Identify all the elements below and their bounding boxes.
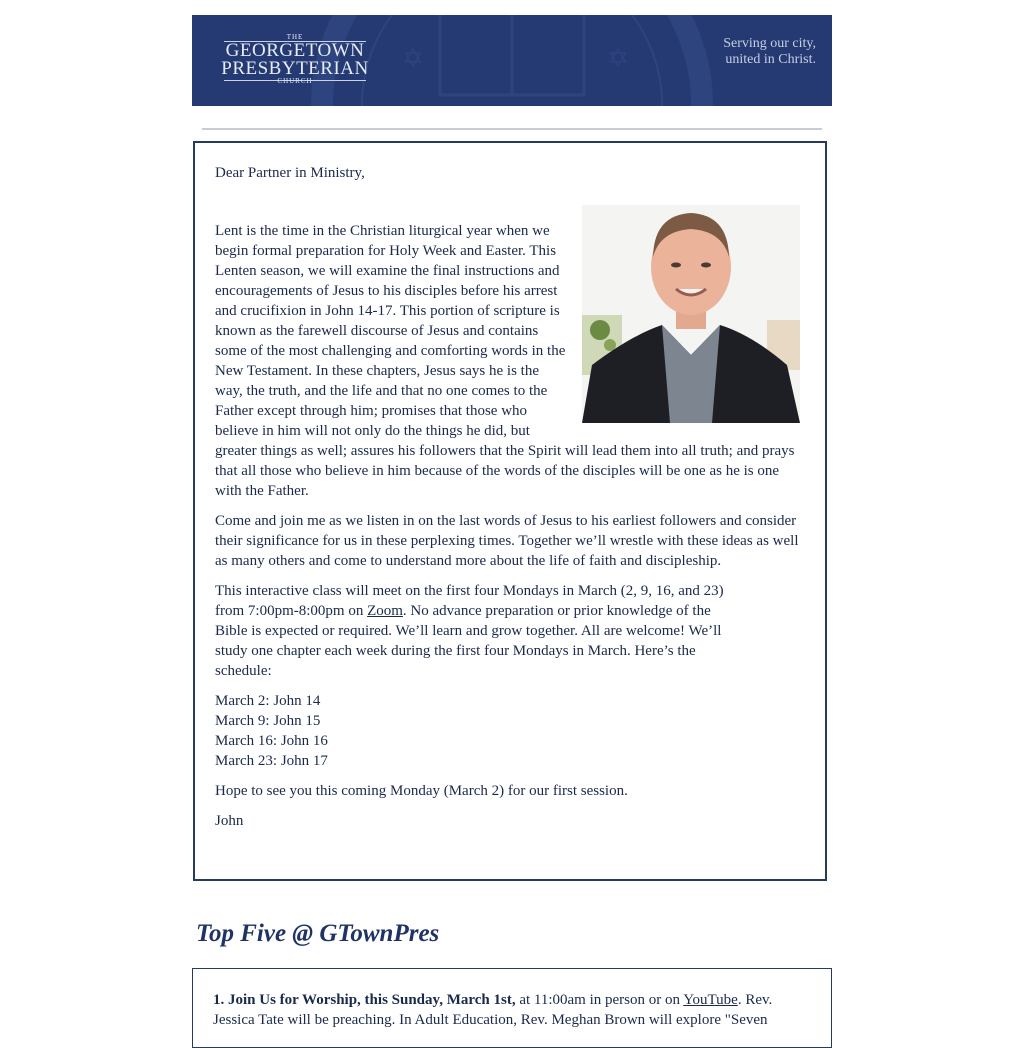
schedule-item-2: March 9: John 15 — [215, 713, 321, 729]
pastor-portrait — [582, 205, 800, 423]
letter-paragraph-2-text: Come and join me as we listen in on the last words of Jesus to his earliest followers and consider their significance for us in these perplexing times. Together we’ll wrestle with these ideas as well as many others and come to understand more about the life of faith and discipleship. — [215, 513, 799, 569]
letter-paragraph-3 — [215, 581, 745, 681]
letter-box — [193, 141, 827, 881]
logo-line1: GEORGETOWN — [225, 40, 365, 61]
zoom-link[interactable]: Zoom — [367, 603, 403, 619]
letter-paragraph-2 — [215, 511, 807, 571]
item1-before-link: at 11:00am in person or on — [515, 992, 684, 1008]
top-five-item-1 — [213, 990, 813, 1030]
letter-paragraph-1: Lent is the time in the Christian liturgical year when we begin formal preparation for Holy Week and Easter. This Lenten season, we will examine the final instructions and encouragements of Jesus to his disciples before his arrest and crucifixion in John 14-17. This portion of scripture is known as the farewell discourse of Jesus and contains some of the most challenging and comforting words in the New Testament. In these chapters, Jesus says he is the way, the truth, and the life and that no one comes to the Father except through him; promises that those who believe in him will not only do the things he did, but greater things as well; assures his followers that the Spirit will lead them into all truth; and prays that all those who believe in him because of the words of the disciples will be one as he is one with the Father. — [215, 223, 795, 499]
logo-church: CHURCH — [277, 77, 313, 85]
top-five-box — [192, 968, 832, 1048]
logo-the: THE — [286, 33, 304, 41]
header-banner — [192, 15, 832, 106]
youtube-link[interactable]: YouTube — [683, 992, 738, 1008]
para3-after-link: . No advance preparation or prior knowledge of the Bible is expected or required. We’ll learn and grow together. All are welcome! We’ll study one chapter each week during the first four Mondays in March. Here’s the schedule: — [215, 603, 722, 679]
schedule-item-4: March 23: John 17 — [215, 753, 328, 769]
schedule-list — [215, 691, 807, 771]
church-logo[interactable] — [220, 33, 370, 89]
logo-line2: PRESBYTERIAN — [221, 58, 369, 79]
tagline-line1: Serving our city, — [723, 36, 816, 51]
item1-after-link: . Rev. Jessica Tate will be preaching. In Adult Education, Rev. Meghan Brown will explore "Seven — [213, 992, 773, 1028]
header-divider — [202, 128, 822, 130]
svg-text:✡: ✡ — [607, 44, 629, 74]
para3-before-link: This interactive class will meet on the first four Mondays in March (2, 9, 16, and 23) from 7:00pm-8:00pm on — [215, 583, 724, 619]
letter-signature: John — [215, 813, 244, 829]
item1-heading: 1. Join Us for Worship, this Sunday, March 1st, — [213, 992, 516, 1008]
top-five-title: Top Five @ GTownPres — [196, 920, 440, 947]
schedule-item-1: March 2: John 14 — [215, 693, 321, 709]
portrait-photo-icon — [582, 205, 800, 423]
schedule-item-3: March 16: John 16 — [215, 733, 328, 749]
svg-text:✡: ✡ — [402, 44, 424, 74]
letter-closing: Hope to see you this coming Monday (March 2) for our first session. — [215, 783, 628, 799]
tagline — [723, 36, 816, 68]
letter-greeting: Dear Partner in Ministry, — [215, 165, 365, 181]
tagline-line2: united in Christ. — [725, 52, 816, 67]
letter-body — [215, 163, 807, 841]
